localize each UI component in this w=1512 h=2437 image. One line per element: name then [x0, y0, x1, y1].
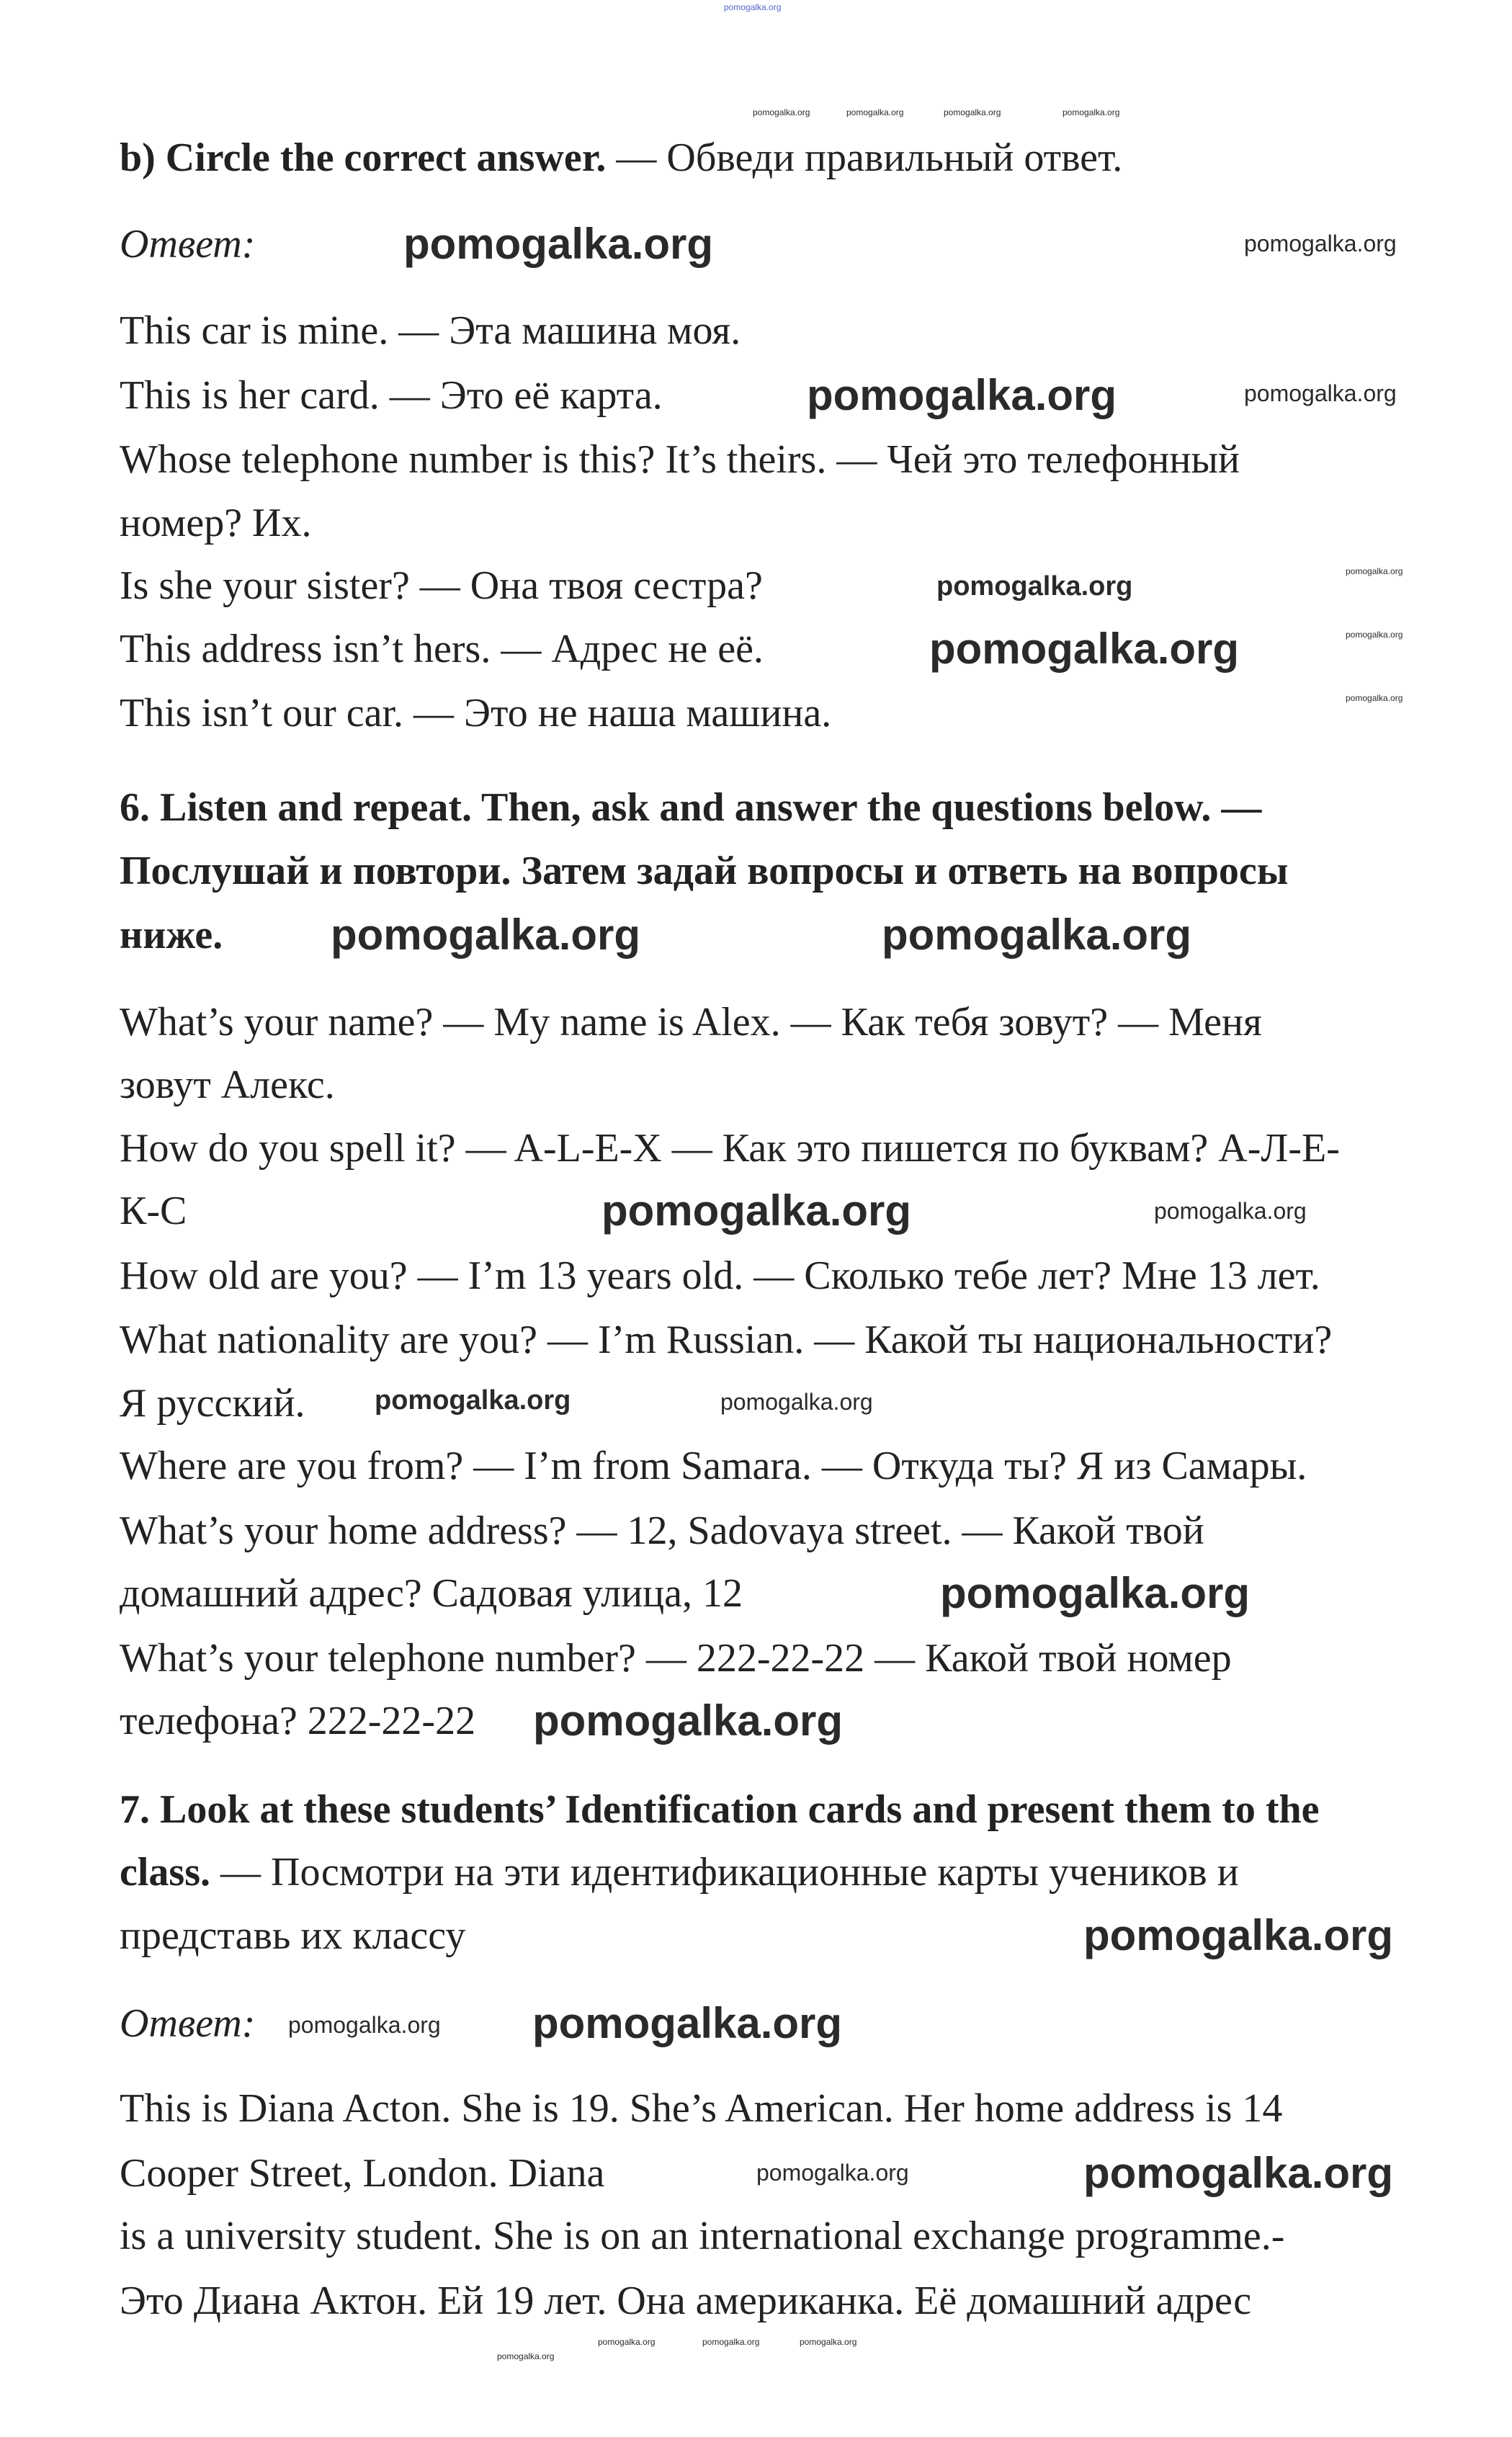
watermark: pomogalka.org [598, 2337, 656, 2347]
watermark: pomogalka.org [882, 911, 1192, 959]
text-line: Это Диана Актон. Ей 19 лет. Она американка. Её домашний адрес [120, 2279, 1252, 2323]
heading-bold: b) Circle the correct answer. [120, 135, 607, 180]
watermark: pomogalka.org [720, 1389, 873, 1415]
heading-bold: class. [120, 1850, 210, 1895]
watermark: pomogalka.org [533, 1696, 844, 1745]
watermark: pomogalka.org [756, 2160, 909, 2186]
watermark: pomogalka.org [532, 1999, 843, 2047]
text-line: How do you spell it? — A-L-E-X — Как это пишется по буквам? А-Л-Е- [120, 1126, 1340, 1171]
exercise-6-heading: ниже. [120, 913, 223, 957]
exercise-6-heading: Послушай и повтори. Затем задай вопросы и ответь на вопросы [120, 849, 1289, 893]
exercise-6-heading: 6. Listen and repeat. Then, ask and answer the questions below. — [120, 785, 1262, 830]
watermark: pomogalka.org [807, 371, 1117, 419]
watermark: pomogalka.org [288, 2012, 441, 2038]
answer-label: Ответ: [120, 222, 256, 267]
text-line: Where are you from? — I’m from Samara. — Откуда ты? Я из Самары. [120, 1444, 1307, 1488]
text-line: This is her card. — Это её карта. [120, 373, 663, 418]
watermark: pomogalka.org [1154, 1198, 1307, 1224]
watermark: pomogalka.org [497, 2351, 555, 2361]
watermark: pomogalka.org [375, 1385, 571, 1416]
heading-translation: — Обведи правильный ответ. [606, 135, 1123, 180]
watermark: pomogalka.org [403, 220, 714, 268]
heading-translation: — Посмотри на эти идентификационные карты учеников и [210, 1850, 1239, 1895]
watermark: pomogalka.org [331, 911, 641, 959]
text-line: представь их классу [120, 1913, 466, 1958]
watermark: pomogalka.org [1346, 630, 1403, 640]
watermark: pomogalka.org [1083, 1911, 1394, 1959]
watermark: pomogalka.org [601, 1186, 912, 1235]
watermark: pomogalka.org [800, 2337, 857, 2347]
watermark: pomogalka.org [929, 625, 1240, 673]
text-line: What’s your telephone number? — 222-22-22 — Какой твой номер [120, 1636, 1232, 1681]
text-line: What’s your name? — My name is Alex. — Как тебя зовут? — Меня [120, 1000, 1262, 1045]
text-line: What’s your home address? — 12, Sadovaya street. — Какой твой [120, 1508, 1204, 1553]
exercise-7-heading [120, 1843, 1239, 1901]
watermark: pomogalka.org [1063, 107, 1120, 117]
watermark: pomogalka.org [1346, 693, 1403, 703]
watermark: pomogalka.org [1083, 2149, 1394, 2197]
watermark: pomogalka.org [936, 571, 1133, 602]
text-line: How old are you? — I’m 13 years old. — Сколько тебе лет? Мне 13 лет. [120, 1253, 1320, 1298]
answer-label: Ответ: [120, 2001, 256, 2046]
text-line: is a university student. She is on an international exchange programme.- [120, 2214, 1285, 2258]
watermark: pomogalka.org [1244, 231, 1397, 256]
text-line: К-С [120, 1189, 187, 1233]
text-line: This car is mine. — Эта машина моя. [120, 308, 741, 353]
watermark: pomogalka.org [846, 107, 904, 117]
watermark: pomogalka.org [1346, 566, 1403, 576]
text-line: Whose telephone number is this? It’s theirs. — Чей это телефонный [120, 437, 1240, 482]
text-line: Is she your sister? — Она твоя сестра? [120, 563, 763, 608]
watermark: pomogalka.org [753, 107, 810, 117]
text-line: This isn’t our car. — Это не наша машина. [120, 691, 832, 735]
text-line: This address isn’t hers. — Адрес не её. [120, 627, 764, 671]
text-line: Я русский. [120, 1381, 305, 1426]
exercise-7-heading: 7. Look at these students’ Identification cards and present them to the [120, 1787, 1320, 1832]
text-line: зовут Алекс. [120, 1063, 335, 1107]
watermark: pomogalka.org [944, 107, 1001, 117]
watermark: pomogalka.org [1244, 380, 1397, 406]
watermark: pomogalka.org [724, 2, 782, 12]
text-line: телефона? 222-22-22 [120, 1699, 476, 1743]
text-line: домашний адрес? Садовая улица, 12 [120, 1571, 743, 1616]
watermark: pomogalka.org [702, 2337, 760, 2347]
watermark: pomogalka.org [940, 1569, 1251, 1617]
text-line: What nationality are you? — I’m Russian. — Какой ты национальности? [120, 1318, 1333, 1362]
text-line: This is Diana Acton. She is 19. She’s American. Her home address is 14 [120, 2086, 1283, 2131]
text-line: Cooper Street, London. Diana [120, 2151, 605, 2196]
exercise-b-heading [120, 129, 1122, 187]
text-line: номер? Их. [120, 501, 312, 545]
